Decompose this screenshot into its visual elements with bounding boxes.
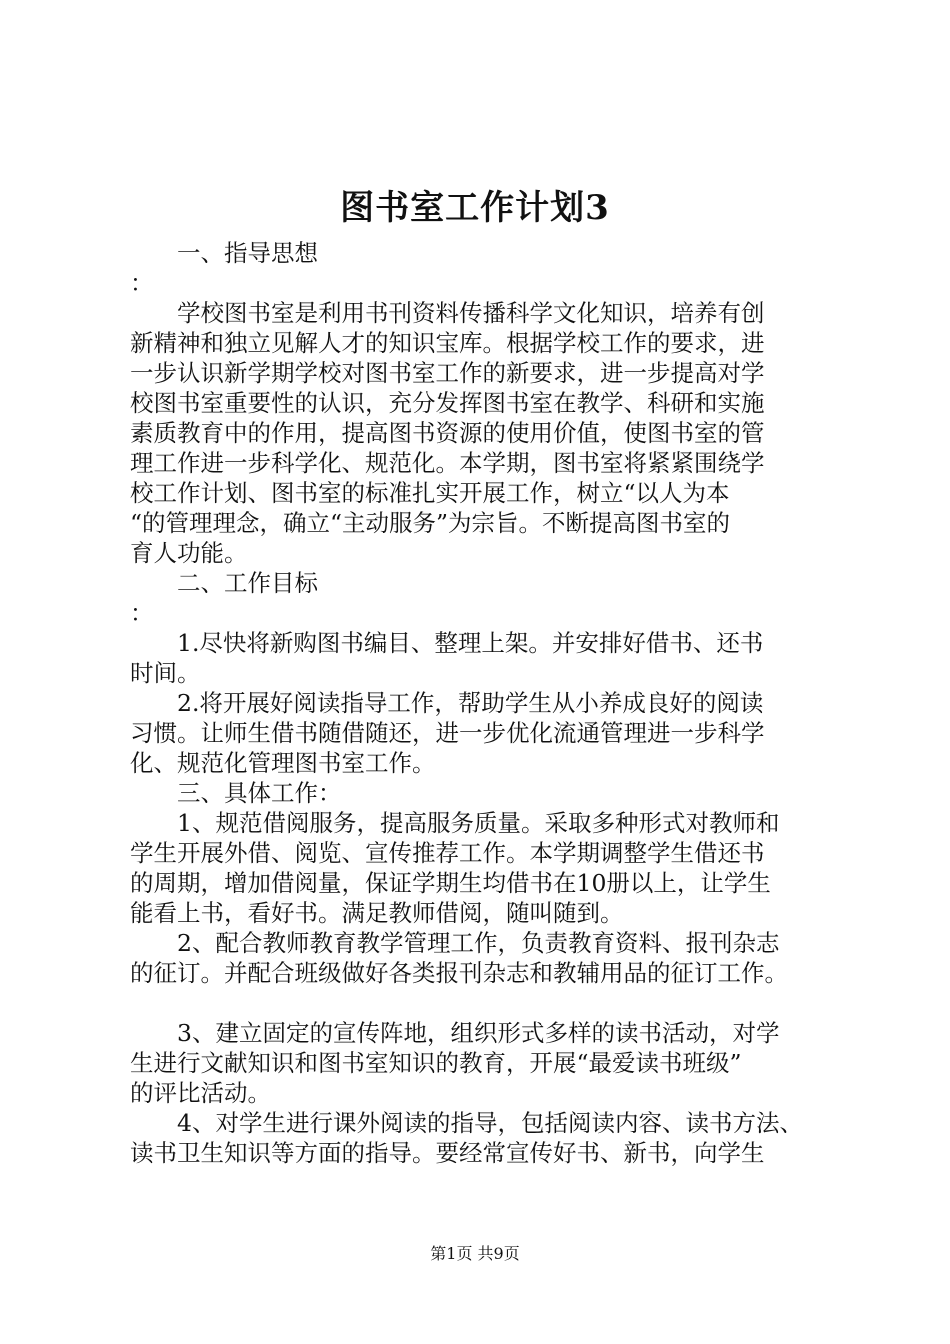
body-line: ： bbox=[130, 599, 154, 627]
body-line: 校工作计划、图书室的标准扎实开展工作，树立“以人为本 bbox=[130, 479, 730, 507]
body-line: 校图书室重要性的认识，充分发挥图书室在教学、科研和实施 bbox=[130, 389, 765, 417]
body-line: “的管理理念，确立“主动服务”为宗旨。不断提高图书室的 bbox=[130, 509, 731, 537]
body-line: 一、指导思想 bbox=[130, 239, 318, 267]
body-line: 的征订。并配合班级做好各类报刊杂志和教辅用品的征订工作。 bbox=[130, 959, 788, 987]
body-line: 生进行文献知识和图书室知识的教育，开展“最爱读书班级” bbox=[130, 1049, 742, 1077]
body-line: 的评比活动。 bbox=[130, 1079, 271, 1107]
body-line: 的周期，增加借阅量，保证学期生均借书在10册以上，让学生 bbox=[130, 869, 771, 897]
body-line: 育人功能。 bbox=[130, 539, 248, 567]
body-line: 1.尽快将新购图书编目、整理上架。并安排好借书、还书 bbox=[130, 629, 764, 657]
body-line: 学校图书室是利用书刊资料传播科学文化知识，培养有创 bbox=[130, 299, 765, 327]
body-line: 习惯。让师生借书随借随还，进一步优化流通管理进一步科学 bbox=[130, 719, 765, 747]
body-line: ： bbox=[130, 269, 154, 297]
body-line: 4、对学生进行课外阅读的指导，包括阅读内容、读书方法、 bbox=[130, 1109, 803, 1137]
body-line: 二、工作目标 bbox=[130, 569, 318, 597]
body-line: 新精神和独立见解人才的知识宝库。根据学校工作的要求，进 bbox=[130, 329, 765, 357]
body-line: 三、具体工作： bbox=[130, 779, 342, 807]
body-line: 理工作进一步科学化、规范化。本学期，图书室将紧紧围绕学 bbox=[130, 449, 765, 477]
body-line: 学生开展外借、阅览、宣传推荐工作。本学期调整学生借还书 bbox=[130, 839, 765, 867]
body-line: 2.将开展好阅读指导工作，帮助学生从小养成良好的阅读 bbox=[130, 689, 764, 717]
body-line: 1、规范借阅服务，提高服务质量。采取多种形式对教师和 bbox=[130, 809, 780, 837]
body-line: 3、建立固定的宣传阵地，组织形式多样的读书活动，对学 bbox=[130, 1019, 780, 1047]
body-line: 素质教育中的作用，提高图书资源的使用价值，使图书室的管 bbox=[130, 419, 765, 447]
body-line: 2、配合教师教育教学管理工作，负责教育资料、报刊杂志 bbox=[130, 929, 780, 957]
body-line: 化、规范化管理图书室工作。 bbox=[130, 749, 436, 777]
document-title: 图书室工作计划3 bbox=[340, 188, 610, 228]
body-line: 一步认识新学期学校对图书室工作的新要求，进一步提高对学 bbox=[130, 359, 765, 387]
body-line: 时间。 bbox=[130, 659, 201, 687]
body-line: 读书卫生知识等方面的指导。要经常宣传好书、新书，向学生 bbox=[130, 1139, 765, 1167]
page-number: 第1页 共9页 bbox=[430, 1244, 520, 1263]
body-line: 能看上书，看好书。满足教师借阅，随叫随到。 bbox=[130, 899, 624, 927]
